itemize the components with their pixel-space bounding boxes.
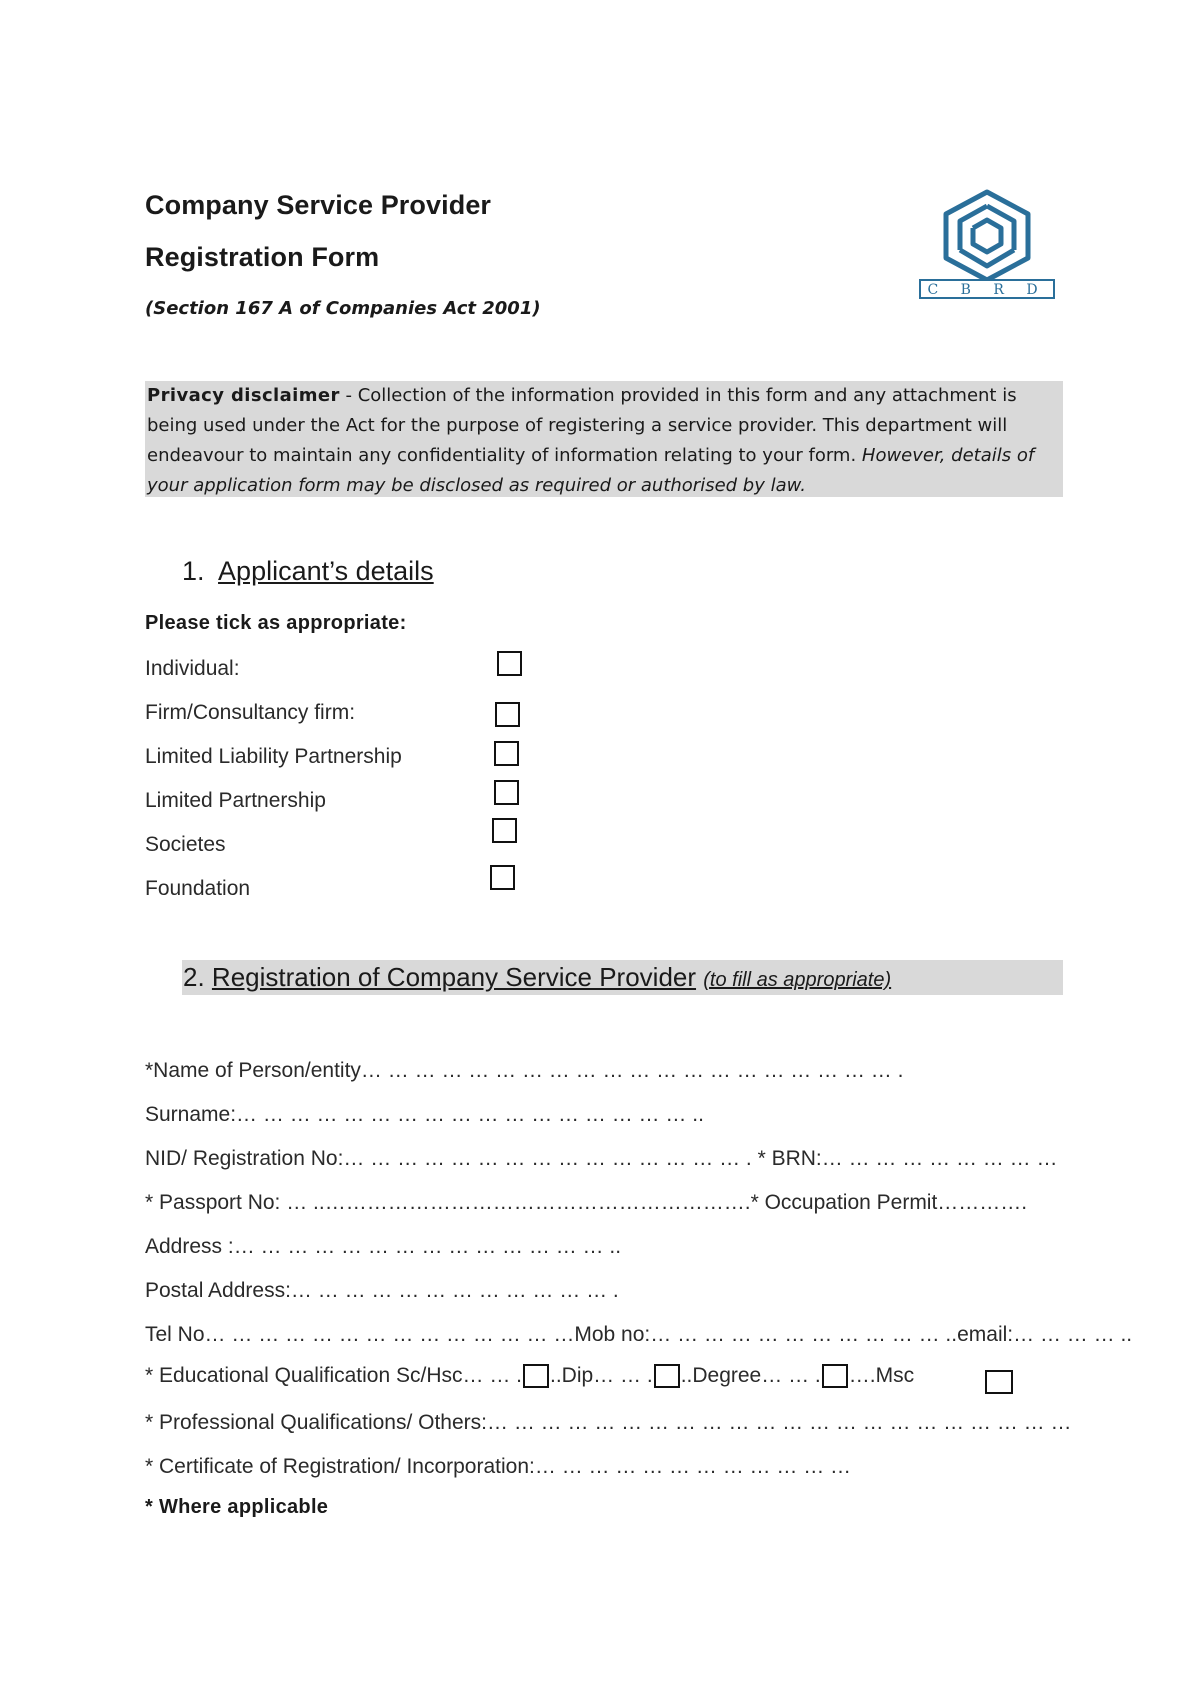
surname-field[interactable]: Surname:… … … … … … … … … … … … … … … … … .. xyxy=(145,1103,704,1126)
option-lp-label: Limited Partnership xyxy=(145,789,326,812)
form-subtitle: (Section 167 A of Companies Act 2001) xyxy=(145,298,541,319)
professional-qualifications-field[interactable]: * Professional Qualifications/ Others:… … … … … … … … … … … … … … … … … … … … … … xyxy=(145,1411,1072,1434)
section2-number: 2. xyxy=(183,962,205,992)
edu-dip-checkbox[interactable] xyxy=(654,1364,680,1388)
section1-heading xyxy=(182,556,434,587)
edu-msc-label: ….Msc xyxy=(848,1364,915,1387)
edu-dip-label: ..Dip… … . xyxy=(550,1364,653,1387)
form-title-line2: Registration Form xyxy=(145,242,380,272)
postal-address-field[interactable]: Postal Address:… … … … … … … … … … … … . xyxy=(145,1279,619,1302)
option-llp-label: Limited Liability Partnership xyxy=(145,745,402,768)
edu-sc-hsc-label: * Educational Qualification Sc/Hsc… … . xyxy=(145,1364,522,1387)
privacy-disclaimer-tail: However, details of your application form may be disclosed as required or authorised by law. xyxy=(147,445,1035,496)
section1-number: 1. xyxy=(182,556,205,586)
nid-brn-field[interactable]: NID/ Registration No:… … … … … … … … … … … … … … … . * BRN:… … … … … … … … … xyxy=(145,1147,1058,1170)
address-field[interactable]: Address :… … … … … … … … … … … … … … .. xyxy=(145,1235,622,1258)
educational-qualification-row xyxy=(145,1364,914,1388)
option-individual-label: Individual: xyxy=(145,657,240,680)
edu-sc-hsc-checkbox[interactable] xyxy=(523,1364,549,1388)
privacy-disclaimer xyxy=(145,381,1063,497)
where-applicable-note: * Where applicable xyxy=(145,1496,329,1518)
option-llp-checkbox[interactable] xyxy=(494,741,519,766)
form-title-line1: Company Service Provider xyxy=(145,190,492,220)
option-firm-checkbox[interactable] xyxy=(495,702,520,727)
section2-note: (to fill as appropriate) xyxy=(703,969,892,991)
privacy-disclaimer-body: - Collection of the information provided in this form and any attachment is being used under the Act for the purpose of registering a service provider. This department will endeavour to maintain any confidentiality of information relating to your form. xyxy=(147,385,1017,466)
contact-field[interactable]: Tel No… … … … … … … … … … … … … …Mob no:… … … … … … … … … … … ..email:… … … … .. xyxy=(145,1323,1133,1346)
option-individual-checkbox[interactable] xyxy=(497,651,522,676)
option-foundation-checkbox[interactable] xyxy=(490,865,515,890)
option-firm-label: Firm/Consultancy firm: xyxy=(145,701,356,724)
edu-msc-checkbox[interactable] xyxy=(985,1370,1013,1394)
section1-title: Applicant’s details xyxy=(218,556,434,586)
cbrd-logo xyxy=(918,188,1056,302)
name-field[interactable]: *Name of Person/entity… … … … … … … … … … … … … … … … … … … … . xyxy=(145,1059,904,1082)
option-societes-checkbox[interactable] xyxy=(492,818,517,843)
cbrd-logo-text: C B R D xyxy=(927,282,1047,298)
option-societes-label: Societes xyxy=(145,833,226,856)
section2-title: Registration of Company Service Provider xyxy=(211,962,697,992)
passport-permit-field[interactable]: * Passport No: … ..…………………………………………………….* Occupation Permit…………. xyxy=(145,1191,1028,1214)
section2-heading xyxy=(182,960,1063,995)
tick-instruction: Please tick as appropriate: xyxy=(145,612,407,634)
option-foundation-label: Foundation xyxy=(145,877,251,900)
option-lp-checkbox[interactable] xyxy=(494,780,519,805)
edu-degree-label: ..Degree… … . xyxy=(680,1364,821,1387)
certificate-registration-field[interactable]: * Certificate of Registration/ Incorporation:… … … … … … … … … … … … xyxy=(145,1455,852,1478)
privacy-disclaimer-lead: Privacy disclaimer xyxy=(147,385,340,406)
edu-degree-checkbox[interactable] xyxy=(822,1364,848,1388)
